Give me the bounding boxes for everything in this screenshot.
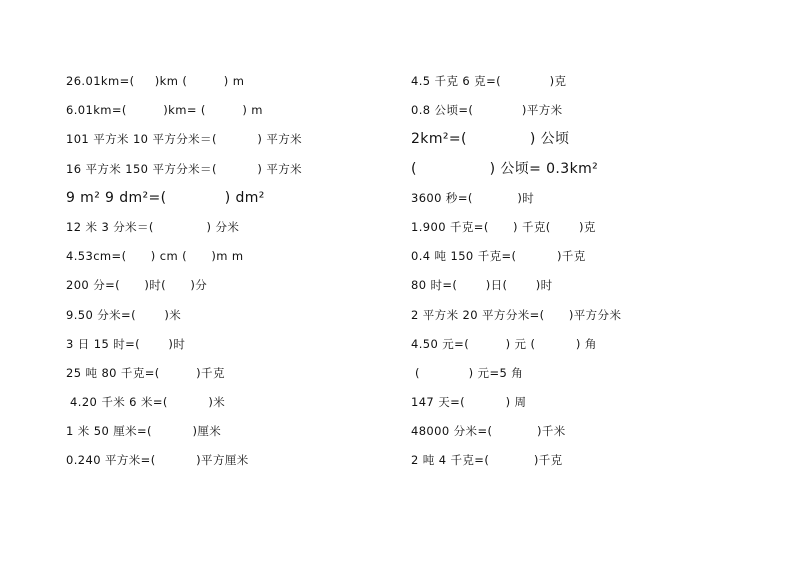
- exercise-row: 6.01km=( )km= ( ) m: [66, 103, 263, 118]
- exercise-row: 9 m² 9 dm²=( ) dm²: [66, 189, 265, 206]
- exercise-row: 26.01km=( )km ( ) m: [66, 74, 245, 88]
- exercise-row: 2 平方米 20 平方分米=( )平方分米: [411, 307, 622, 322]
- exercise-row: 1.900 千克=( ) 千克( )克: [411, 219, 596, 234]
- exercise-row: 16 平方米 150 平方分米＝( ) 平方米: [66, 161, 303, 176]
- exercise-row: 2km²=( ) 公顷: [411, 131, 570, 148]
- exercise-row: 4.5 千克 6 克=( )克: [411, 74, 567, 88]
- left-column: [66, 71, 302, 480]
- exercise-row: 0.4 吨 150 千克=( )千克: [411, 249, 586, 264]
- exercise-row: 0.240 平方米=( )平方厘米: [66, 453, 249, 468]
- exercise-row: 0.8 公顷=( )平方米: [411, 103, 563, 118]
- exercise-row: 25 吨 80 千克=( )千克: [66, 365, 225, 380]
- exercise-row: 48000 分米=( )千米: [411, 424, 566, 439]
- exercise-row: 4.50 元=( ) 元 ( ) 角: [411, 336, 597, 351]
- exercise-row: 1 米 50 厘米=( )厘米: [66, 424, 222, 439]
- exercise-row: 200 分=( )时( )分: [66, 278, 208, 293]
- exercise-row: 9.50 分米=( )米: [66, 307, 182, 322]
- exercise-row: ( ) 公顷= 0.3km²: [411, 160, 599, 177]
- exercise-row: 4.20 千米 6 米=( )米: [66, 395, 226, 410]
- right-column: [411, 71, 621, 480]
- exercise-row: 2 吨 4 千克=( )千克: [411, 453, 563, 468]
- exercise-row: 12 米 3 分米＝( ) 分米: [66, 219, 240, 234]
- exercise-row: 3600 秒=( )时: [411, 190, 535, 205]
- exercise-row: ( ) 元=5 角: [411, 365, 524, 380]
- exercise-row: 4.53cm=( ) cm ( )m m: [66, 249, 244, 264]
- exercise-row: 101 平方米 10 平方分米＝( ) 平方米: [66, 132, 303, 147]
- exercise-row: 3 日 15 时=( )时: [66, 336, 186, 351]
- exercise-row: 80 时=( )日( )时: [411, 278, 553, 293]
- exercise-row: 147 天=( ) 周: [411, 395, 527, 410]
